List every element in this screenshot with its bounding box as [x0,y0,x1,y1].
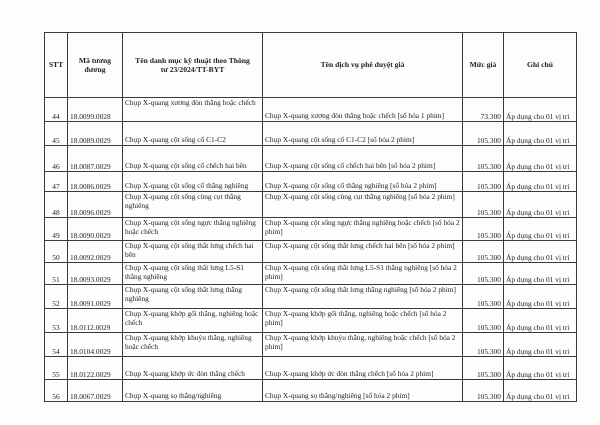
row-stt: 52 [45,285,68,309]
table-row [45,309,577,333]
row-stt: 51 [45,263,68,285]
row-note: Áp dụng cho 01 vị trí [504,218,577,241]
row-tech-name: Chụp X-quang xương đòn thẳng hoặc chếch [123,98,263,122]
row-note: Áp dụng cho 01 vị trí [504,241,577,263]
table-row [45,380,577,402]
row-tech-name: Chụp X-quang khớp khuỷu thẳng, nghiêng hoặc chếch [123,333,263,357]
row-tech-name: Chụp X-quang khớp ức đòn thẳng chếch [123,357,263,380]
row-service-name: Chụp X-quang cột sống thắt lưng L5-S1 thẳng nghiêng [số hóa 2 phim] [263,263,463,285]
row-service-name: Chụp X-quang khớp gối thẳng, nghiêng hoặc chếch [số hóa 2 phim] [263,309,463,333]
row-tech-name: Chụp X-quang cột sống thắt lưng thẳng nghiêng [123,285,263,309]
table-row [45,241,577,263]
row-stt: 55 [45,357,68,380]
row-price: 105.300 [463,146,504,172]
header-tech-name: Tên danh mục kỹ thuật theo Thông tư 23/2024/TT-BYT [123,33,263,98]
row-price: 105.300 [463,172,504,192]
row-note: Áp dụng cho 01 vị trí [504,122,577,146]
row-service-name: Chụp X-quang khớp khuỷu thẳng, nghiêng hoặc chếch [số hóa 2 phim] [263,333,463,357]
row-stt: 47 [45,172,68,192]
row-code: 18.0091.0029 [68,285,123,309]
row-stt: 49 [45,218,68,241]
table-row [45,333,577,357]
row-code: 18.0096.0029 [68,192,123,218]
table-row [45,263,577,285]
table-row [45,357,577,380]
row-stt: 53 [45,309,68,333]
row-stt: 54 [45,333,68,357]
header-price: Mức giá [463,33,504,98]
row-service-name: Chụp X-quang sọ thẳng/nghiêng [số hóa 2 phim] [263,380,463,402]
row-code: 18.0122.0029 [68,357,123,380]
row-tech-name: Chụp X-quang cột sống cổ thẳng nghiêng [123,172,263,192]
price-table [44,32,577,402]
row-note: Áp dụng cho 01 vị trí [504,192,577,218]
header-stt: STT [45,33,68,98]
header-row [45,33,577,98]
row-code: 18.0093.0029 [68,263,123,285]
row-note: Áp dụng cho 01 vị trí [504,98,577,122]
row-stt: 56 [45,380,68,402]
row-tech-name: Chụp X-quang sọ thẳng/nghiêng [123,380,263,402]
row-tech-name: Chụp X-quang cột sống thắt lưng chếch hai bên [123,241,263,263]
row-price: 105.300 [463,309,504,333]
row-tech-name: Chụp X-quang cột sống cùng cụt thẳng nghiêng [123,192,263,218]
header-code: Mã tương đương [68,33,123,98]
table-row [45,192,577,218]
row-note: Áp dụng cho 01 vị trí [504,333,577,357]
row-note: Áp dụng cho 01 vị trí [504,309,577,333]
row-code: 18.0089.0029 [68,122,123,146]
table-row [45,122,577,146]
row-price: 105.300 [463,241,504,263]
row-code: 18.0090.0029 [68,218,123,241]
row-service-name: Chụp X-quang cột sống cùng cụt thẳng nghiêng [số hóa 2 phim] [263,192,463,218]
row-tech-name: Chụp X-quang cột sống ngực thẳng nghiêng hoặc chếch [123,218,263,241]
row-code: 18.0086.0029 [68,172,123,192]
table-row [45,285,577,309]
table-row [45,218,577,241]
table-row [45,172,577,192]
row-price: 105.300 [463,333,504,357]
row-stt: 48 [45,192,68,218]
row-code: 18.0112.0029 [68,309,123,333]
row-code: 18.0067.0029 [68,380,123,402]
row-note: Áp dụng cho 01 vị trí [504,357,577,380]
row-note: Áp dụng cho 01 vị trí [504,263,577,285]
row-price: 105.300 [463,218,504,241]
row-stt: 50 [45,241,68,263]
row-service-name: Chụp X-quang khớp ức đòn thẳng chếch [số hóa 2 phim] [263,357,463,380]
header-note: Ghi chú [504,33,577,98]
row-tech-name: Chụp X-quang cột sống cổ C1-C2 [123,122,263,146]
row-service-name: Chụp X-quang cột sống thắt lưng chếch hai bên [số hóa 2 phim] [263,241,463,263]
row-service-name: Chụp X-quang cột sống cổ C1-C2 [số hóa 2 phim] [263,122,463,146]
row-price: 105.300 [463,192,504,218]
row-tech-name: Chụp X-quang khớp gối thẳng, nghiêng hoặc chếch [123,309,263,333]
table-row [45,146,577,172]
row-service-name: Chụp X-quang cột sống cổ chếch hai bên [số hóa 2 phim] [263,146,463,172]
header-service-name: Tên dịch vụ phê duyệt giá [263,33,463,98]
row-service-name: Chụp X-quang cột sống ngực thẳng nghiêng hoặc chếch [số hóa 2 phim] [263,218,463,241]
row-note: Áp dụng cho 01 vị trí [504,380,577,402]
row-price: 73.300 [463,98,504,122]
row-code: 18.0092.0029 [68,241,123,263]
row-stt: 44 [45,98,68,122]
row-stt: 45 [45,122,68,146]
row-tech-name: Chụp X-quang cột sống thắt lưng L5-S1 thẳng nghiêng [123,263,263,285]
row-service-name: Chụp X-quang cột sống cổ thẳng nghiêng [số hóa 2 phim] [263,172,463,192]
row-code: 18.0104.0029 [68,333,123,357]
row-code: 18.0099.0028 [68,98,123,122]
row-code: 18.0087.0029 [68,146,123,172]
row-price: 105.300 [463,380,504,402]
row-price: 105.300 [463,263,504,285]
row-note: Áp dụng cho 01 vị trí [504,285,577,309]
row-service-name: Chụp X-quang cột sống thắt lưng thẳng nghiêng [số hóa 2 phim] [263,285,463,309]
row-note: Áp dụng cho 01 vị trí [504,146,577,172]
row-price: 105.300 [463,357,504,380]
row-stt: 46 [45,146,68,172]
row-tech-name: Chụp X-quang cột sống cổ chếch hai bên [123,146,263,172]
row-price: 105.300 [463,285,504,309]
row-note: Áp dụng cho 01 vị trí [504,172,577,192]
table-row [45,98,577,122]
row-price: 105.300 [463,122,504,146]
row-service-name: Chụp X-quang xương đòn thẳng hoặc chếch [số hóa 1 phim] [263,98,463,122]
